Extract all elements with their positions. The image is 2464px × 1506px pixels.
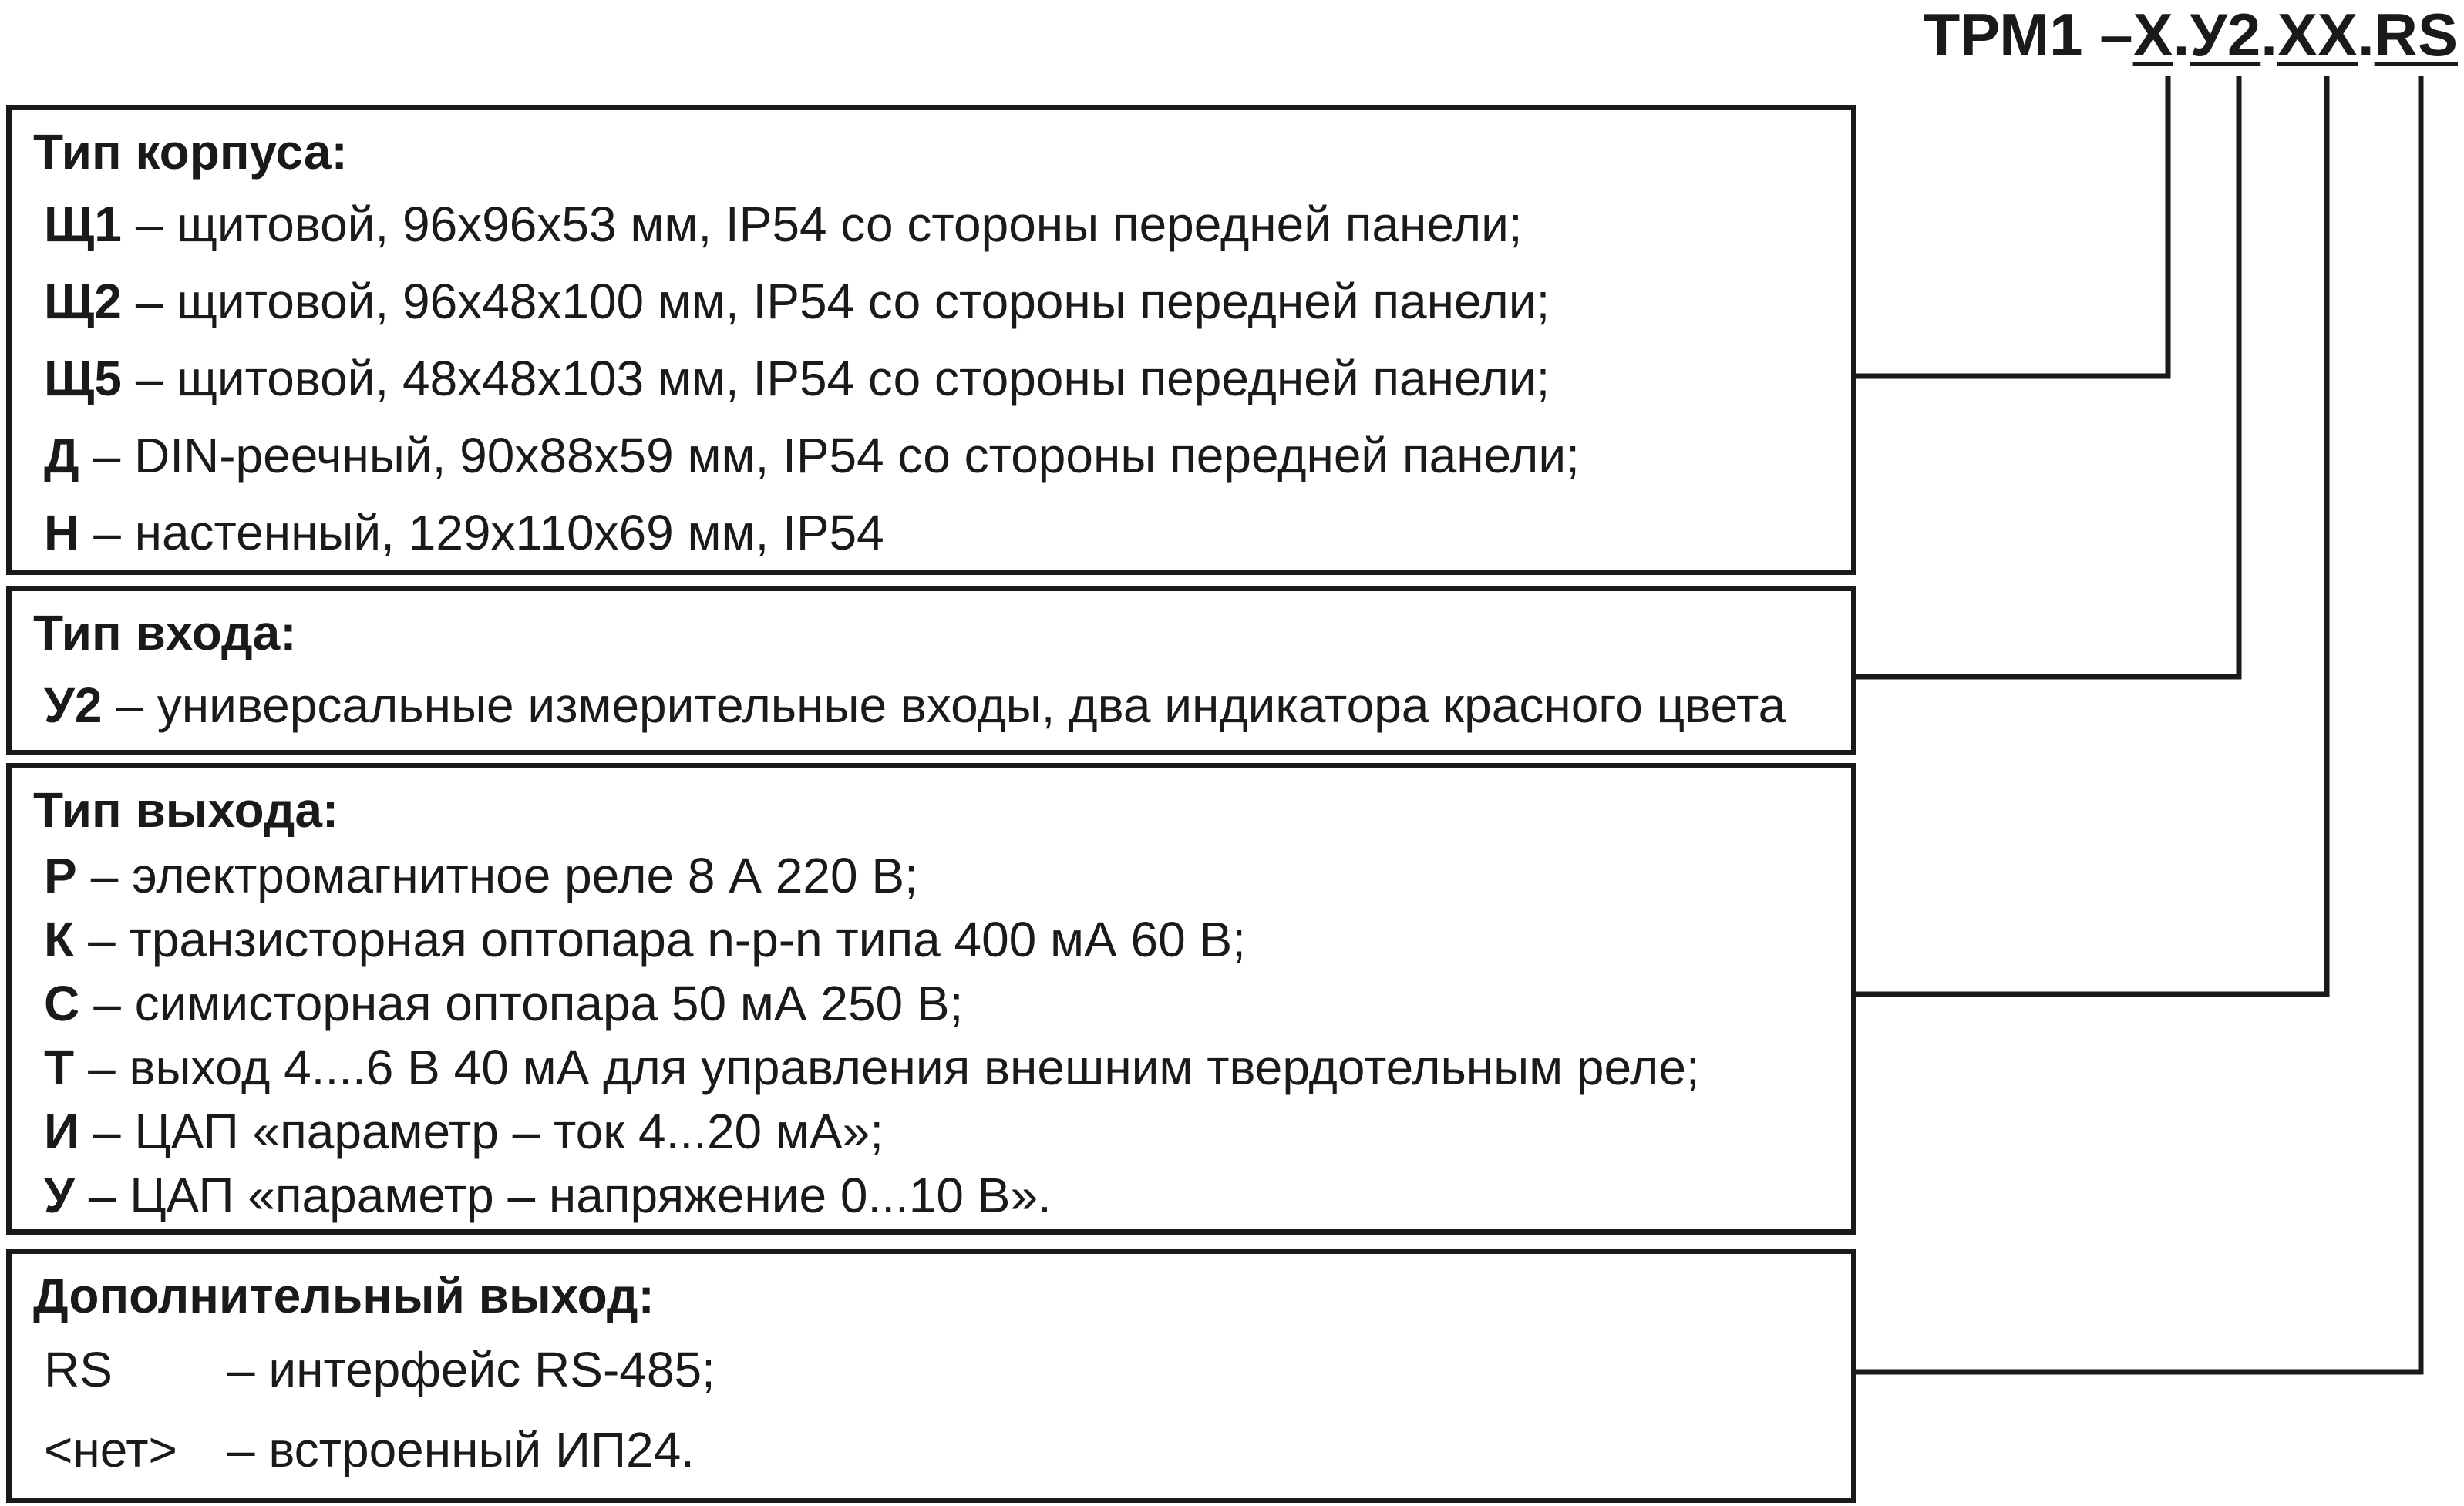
- option-desc: – настенный, 129х110х69 мм, IP54: [93, 505, 884, 560]
- input-type-box: [6, 586, 1856, 755]
- list-item: [33, 1100, 1829, 1164]
- housing-type-box: [6, 105, 1856, 575]
- option-desc: – DIN-реечный, 90х88х59 мм, IP54 со стороны передней панели;: [93, 428, 1580, 483]
- list-item: [33, 1410, 1829, 1490]
- option-code: И: [44, 1104, 79, 1159]
- connector-extra: [1856, 76, 2421, 1372]
- list-item: [33, 1164, 1829, 1228]
- housing-type-title: Тип корпуса:: [33, 124, 348, 180]
- option-desc: – электромагнитное реле 8 А 220 В;: [90, 848, 918, 903]
- option-desc: – ЦАП «параметр – ток 4...20 мА»;: [93, 1104, 884, 1159]
- input-type-title: Тип входа:: [33, 605, 297, 661]
- list-item: [33, 186, 1829, 263]
- model-code: [1924, 0, 2458, 69]
- model-code-dot: .: [2173, 1, 2190, 69]
- option-code: Щ1: [44, 197, 122, 252]
- connector-housing: [1856, 76, 2168, 376]
- option-code: У: [44, 1168, 75, 1223]
- list-item: [33, 1330, 1829, 1410]
- option-desc: – интерфейс RS-485;: [227, 1342, 715, 1397]
- option-desc: – транзисторная оптопара n-p-n типа 400 мА 60 В;: [88, 912, 1246, 967]
- option-code: Щ2: [44, 274, 122, 329]
- list-item: [33, 1036, 1829, 1100]
- option-desc: – универсальные измерительные входы, два индикатора красного цвета: [116, 677, 1786, 733]
- list-item: [33, 340, 1829, 417]
- option-code: У2: [44, 677, 103, 733]
- connector-input: [1856, 76, 2239, 677]
- option-desc: – ЦАП «параметр – напряжение 0...10 В».: [88, 1168, 1052, 1223]
- option-code: RS: [44, 1342, 113, 1397]
- model-code-dot: .: [2260, 1, 2277, 69]
- model-code-housing: Х: [2132, 1, 2173, 69]
- option-code: <нет>: [44, 1422, 177, 1477]
- connector-output: [1856, 76, 2327, 994]
- option-desc: – выход 4....6 В 40 мА для управления внешним твердотельным реле;: [88, 1040, 1700, 1095]
- model-code-prefix: ТРМ1 –: [1923, 1, 2133, 69]
- list-item: [33, 844, 1829, 908]
- model-code-dot: .: [2357, 1, 2375, 69]
- option-code: С: [44, 976, 80, 1031]
- option-code: Д: [44, 428, 79, 483]
- option-code: Т: [44, 1040, 75, 1095]
- list-item: [33, 972, 1829, 1036]
- option-desc: – симисторная оптопара 50 мА 250 В;: [93, 976, 964, 1031]
- option-desc: – встроенный ИП24.: [227, 1422, 695, 1477]
- list-item: [33, 494, 1829, 571]
- option-code: Н: [44, 505, 80, 560]
- list-item: [33, 263, 1829, 340]
- list-item: [33, 417, 1829, 494]
- option-desc: – щитовой, 48х48х103 мм, IP54 со стороны передней панели;: [135, 351, 1550, 406]
- model-code-output: ХХ: [2277, 1, 2358, 69]
- output-type-title: Тип выхода:: [33, 782, 339, 838]
- list-item: [33, 667, 1829, 744]
- option-code: К: [44, 912, 75, 967]
- option-desc: – щитовой, 96х48х100 мм, IP54 со стороны передней панели;: [135, 274, 1550, 329]
- output-type-box: [6, 763, 1856, 1235]
- option-code: Р: [44, 848, 77, 903]
- extra-output-box: [6, 1249, 1856, 1503]
- model-code-extra: RS: [2374, 1, 2458, 69]
- list-item: [33, 908, 1829, 972]
- extra-output-title: Дополнительный выход:: [33, 1268, 655, 1323]
- option-desc: – щитовой, 96х96х53 мм, IP54 со стороны передней панели;: [135, 197, 1523, 252]
- model-code-input: У2: [2190, 1, 2261, 69]
- option-code: Щ5: [44, 351, 122, 406]
